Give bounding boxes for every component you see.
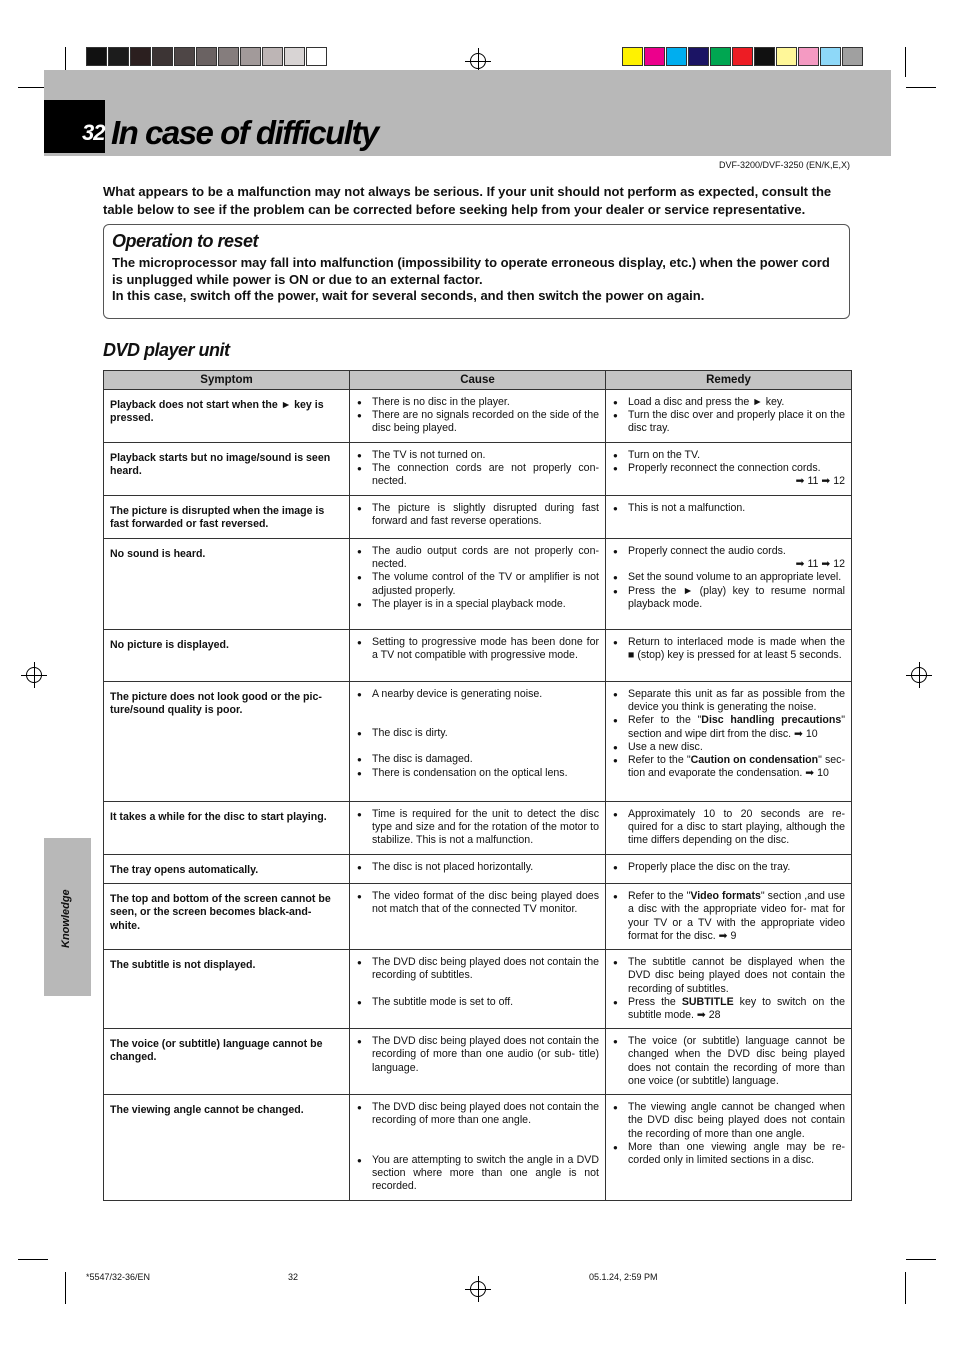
remedy-cell <box>606 539 852 630</box>
cause-cell <box>350 630 606 682</box>
footer-code: *5547/32-36/EN <box>86 1272 151 1282</box>
color-swatch <box>152 47 173 66</box>
color-swatch <box>776 47 797 66</box>
reset-text-1: The microprocessor may fall into malfunction (impossibility to operate erroneous display, etc.) when the power cord is unplugged while power is ON or due to an external factor. <box>112 255 830 287</box>
color-swatch <box>86 47 107 66</box>
page-reference: ➡ 11 ➡ 12 <box>795 475 845 488</box>
cause-cell <box>350 390 606 443</box>
cause-cell <box>350 443 606 496</box>
gray-calibration-bar <box>86 47 328 67</box>
table-row <box>104 950 852 1029</box>
crop-mark <box>906 1259 936 1260</box>
table-row <box>104 855 852 884</box>
table-row <box>104 390 852 443</box>
page-reference: ➡ 10 <box>805 767 829 780</box>
cause-item: ● The video format of the disc being played does not match that of the connected TV monitor. <box>356 890 599 916</box>
footer-page: 32 <box>288 1272 299 1282</box>
troubleshooting-table <box>103 370 852 1201</box>
color-swatch <box>644 47 665 66</box>
remedy-item: ● The subtitle cannot be displayed when the DVD disc being played does not contain the recording of subtitles. <box>612 956 845 996</box>
reset-box <box>103 224 850 319</box>
page-reference: ➡ 10 <box>794 727 818 740</box>
remedy-cell <box>606 884 852 950</box>
cause-item: ● The picture is slightly disrupted during fast forward and fast reverse operations. <box>356 502 599 528</box>
side-tab-label: Knowledge <box>60 889 72 948</box>
registration-mark-icon <box>911 667 927 683</box>
cause-item: ● The volume control of the TV or amplifier is not adjusted properly. <box>356 571 599 597</box>
table-row <box>104 1029 852 1095</box>
column-header-cause: Cause <box>350 371 606 390</box>
cause-cell <box>350 682 606 802</box>
symptom-cell: The picture does not look good or the pic- ture/sound quality is poor. <box>104 682 350 802</box>
cause-item: ● The disc is damaged. <box>356 753 599 766</box>
cause-item: ● The connection cords are not properly con- nected. <box>356 462 599 488</box>
cause-item: ● The disc is not placed horizontally. <box>356 861 599 874</box>
symptom-cell: Playback does not start when the ► key is pressed. <box>104 390 350 443</box>
color-swatch <box>240 47 261 66</box>
emphasis: Disc handling precautions <box>701 714 842 727</box>
section-title: DVD player unit <box>103 340 230 360</box>
color-calibration-bar <box>622 47 864 67</box>
remedy-cell <box>606 682 852 802</box>
color-swatch <box>284 47 305 66</box>
cause-item: ● The subtitle mode is set to off. <box>356 996 599 1009</box>
table-row <box>104 682 852 802</box>
color-swatch <box>732 47 753 66</box>
remedy-cell <box>606 1029 852 1095</box>
reset-title: Operation to reset <box>112 231 259 251</box>
color-swatch <box>196 47 217 66</box>
color-swatch <box>130 47 151 66</box>
remedy-item: ● Press the ► (play) key to resume normal playback mode. <box>612 585 845 611</box>
color-swatch <box>622 47 643 66</box>
crop-mark <box>905 47 906 77</box>
remedy-item: ● Turn the disc over and properly place it on the disc tray. <box>612 409 845 435</box>
remedy-cell <box>606 630 852 682</box>
remedy-item: ● Properly connect the audio cords. <box>612 545 845 558</box>
color-swatch <box>710 47 731 66</box>
page-reference: ➡ 11 ➡ 12 <box>795 558 845 571</box>
cause-cell <box>350 496 606 539</box>
registration-mark-icon <box>470 1281 486 1297</box>
remedy-item: ● The voice (or subtitle) language cannot be changed when the DVD disc being played does not contain the recording of more than one voice (or subtitle) language. <box>612 1035 845 1088</box>
remedy-item: ● Properly reconnect the connection cords. <box>612 462 845 475</box>
symptom-cell: The picture is disrupted when the image is fast forwarded or fast reversed. <box>104 496 350 539</box>
color-swatch <box>666 47 687 66</box>
table-row <box>104 539 852 630</box>
remedy-item: ● The viewing angle cannot be changed when the DVD disc being played does not contain the recording of more than one angle. <box>612 1101 845 1141</box>
symptom-cell: The voice (or subtitle) language cannot be changed. <box>104 1029 350 1095</box>
cause-cell <box>350 1095 606 1201</box>
cause-cell <box>350 1029 606 1095</box>
remedy-item: ● Set the sound volume to an appropriate level. <box>612 571 845 584</box>
emphasis: SUBTITLE <box>681 995 734 1008</box>
remedy-cell <box>606 496 852 539</box>
cause-cell <box>350 539 606 630</box>
cause-item: ● There are no signals recorded on the side of the disc being played. <box>356 409 599 435</box>
symptom-cell: The subtitle is not displayed. <box>104 950 350 1029</box>
page-title: In case of difficulty <box>111 114 378 151</box>
cause-item: ● Time is required for the unit to detect the disc type and size and for the rotation of the motor to stabilize. This is not a malfunction. <box>356 808 599 848</box>
cause-item: ● The DVD disc being played does not contain the recording of more than one angle. <box>356 1101 599 1127</box>
symptom-cell: The top and bottom of the screen cannot be seen, or the screen becomes black-and- white. <box>104 884 350 950</box>
registration-mark-icon <box>26 667 42 683</box>
table-row <box>104 1095 852 1201</box>
page-reference: ➡ 9 <box>718 929 737 942</box>
remedy-item: ● This is not a malfunction. <box>612 502 845 515</box>
cause-item: ● The disc is dirty. <box>356 727 599 740</box>
color-swatch <box>842 47 863 66</box>
remedy-item: ● Return to interlaced mode is made when the ■ (stop) key is pressed for at least 5 seconds. <box>612 636 845 662</box>
cause-cell <box>350 802 606 855</box>
remedy-item: ● Turn on the TV. <box>612 449 845 462</box>
table-header-row <box>104 371 852 390</box>
cause-item: ● The DVD disc being played does not contain the recording of subtitles. <box>356 956 599 982</box>
crop-mark <box>906 87 936 88</box>
crop-mark <box>18 1259 48 1260</box>
table-row <box>104 802 852 855</box>
remedy-cell <box>606 855 852 884</box>
remedy-item: ● Properly place the disc on the tray. <box>612 861 845 874</box>
column-header-symptom: Symptom <box>104 371 350 390</box>
crop-mark <box>905 1272 906 1304</box>
remedy-cell <box>606 802 852 855</box>
remedy-item: ● Separate this unit as far as possible from the device you think is generating the noise. <box>612 688 845 714</box>
cause-item: ● The audio output cords are not properly con- nected. <box>356 545 599 571</box>
color-swatch <box>218 47 239 66</box>
emphasis: Video formats <box>690 890 761 903</box>
table-row <box>104 496 852 539</box>
cause-item: ● You are attempting to switch the angle in a DVD section where more than one angle is not recorded. <box>356 1154 599 1194</box>
cause-cell <box>350 884 606 950</box>
remedy-item: ● Refer to the "Video formats" section ,and use a disc with the appropriate video for- mat for your TV or a TV with the appropriate video format for the disc. ➡ 9 <box>612 890 845 943</box>
model-number: DVF-3200/DVF-3250 (EN/K,E,X) <box>718 160 850 170</box>
remedy-cell <box>606 443 852 496</box>
color-swatch <box>820 47 841 66</box>
remedy-item: ● Refer to the "Disc handling precautions" section and wipe dirt from the disc. ➡ 10 <box>612 714 845 740</box>
color-swatch <box>306 47 327 66</box>
symptom-cell: The tray opens automatically. <box>104 855 350 884</box>
remedy-item: ● Refer to the "Caution on condensation" sec- tion and evaporate the condensation. ➡ 10 <box>612 754 845 780</box>
remedy-cell <box>606 1095 852 1201</box>
cause-item: ● The player is in a special playback mode. <box>356 598 599 611</box>
footer-date: 05.1.24, 2:59 PM <box>589 1272 658 1282</box>
cause-item: ● The TV is not turned on. <box>356 449 599 462</box>
symptom-cell: No picture is displayed. <box>104 630 350 682</box>
remedy-item: ● More than one viewing angle may be re- corded only in limited sections in a disc. <box>612 1141 845 1167</box>
cause-item: ● Setting to progressive mode has been done for a TV not compatible with progressive mode. <box>356 636 599 662</box>
column-header-remedy: Remedy <box>606 371 852 390</box>
remedy-item: ● Approximately 10 to 20 seconds are re- quired for a disc to start playing, although the time differs depending on the disc. <box>612 808 845 848</box>
table-row <box>104 443 852 496</box>
cause-item: ● The DVD disc being played does not contain the recording of more than one audio (or sub- title) language. <box>356 1035 599 1075</box>
intro-paragraph: What appears to be a malfunction may not always be serious. If your unit should not perform as expected, consult the table below to see if the problem can be corrected before seeking help from your dealer or service representative. <box>103 184 832 217</box>
table-row <box>104 884 852 950</box>
remedy-item: ● Load a disc and press the ► key. <box>612 396 845 409</box>
table-row <box>104 630 852 682</box>
symptom-cell: Playback starts but no image/sound is seen heard. <box>104 443 350 496</box>
remedy-item: ● Use a new disc. <box>612 741 845 754</box>
cause-cell <box>350 950 606 1029</box>
remedy-cell <box>606 950 852 1029</box>
reset-text-2: In this case, switch off the power, wait for several seconds, and then switch the power on again. <box>112 288 705 303</box>
color-swatch <box>108 47 129 66</box>
color-swatch <box>754 47 775 66</box>
cause-item: ● There is no disc in the player. <box>356 396 599 409</box>
page-reference: ➡ 28 <box>696 1009 721 1022</box>
crop-mark <box>65 1272 66 1304</box>
remedy-cell <box>606 390 852 443</box>
symptom-cell: It takes a while for the disc to start playing. <box>104 802 350 855</box>
page-number: 32 <box>82 120 105 145</box>
cause-cell <box>350 855 606 884</box>
color-swatch <box>688 47 709 66</box>
remedy-item: ● Press the SUBTITLE key to switch on the subtitle mode. ➡ 28 <box>612 996 845 1022</box>
symptom-cell: The viewing angle cannot be changed. <box>104 1095 350 1201</box>
emphasis: Caution on condensation <box>690 754 819 767</box>
symptom-cell: No sound is heard. <box>104 539 350 630</box>
cause-item: ● A nearby device is generating noise. <box>356 688 599 701</box>
color-swatch <box>798 47 819 66</box>
cause-item: ● There is condensation on the optical lens. <box>356 767 599 780</box>
color-swatch <box>174 47 195 66</box>
registration-mark-icon <box>470 53 486 69</box>
color-swatch <box>262 47 283 66</box>
